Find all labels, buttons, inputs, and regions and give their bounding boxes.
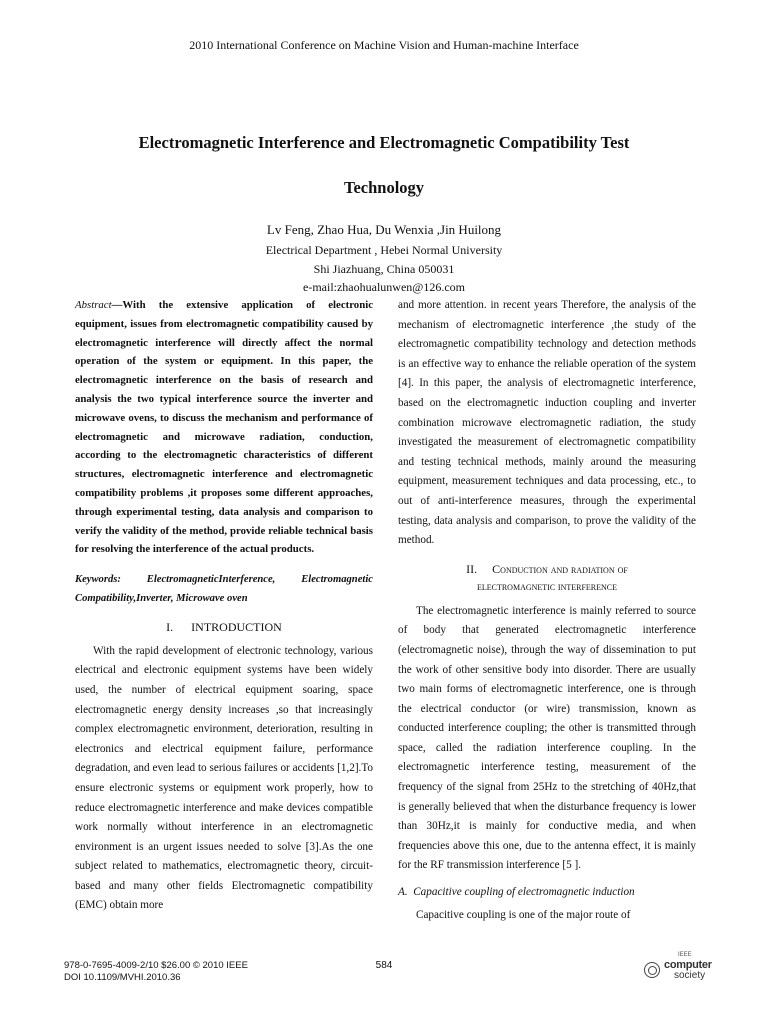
section-heading-line-2: electromagnetic interference [476, 580, 618, 593]
author-email: e-mail:zhaohualunwen@126.com [303, 280, 465, 294]
logo-word-society: society [674, 970, 706, 981]
footer-isbn: 978-0-7695-4009-2/10 $26.00 © 2010 IEEE [64, 960, 248, 971]
section-heading-conduction [398, 560, 696, 596]
conference-header: 2010 International Conference on Machine Vision and Human-machine Interface [189, 38, 579, 52]
logo-ieee-text: IEEE [678, 952, 692, 958]
capacitive-paragraph: Capacitive coupling is one of the major route of [416, 909, 631, 922]
left-column [75, 296, 373, 916]
conduction-paragraph: The electromagnetic interference is mainly referred to source of body that generated electromagnetic interference (electromagnetic noise), through the way of dissemination to put the work of other sensitive body into disorder. There are usually two main forms of electromagnetic interference, one is through the electrical conductor (or wire) transmission, known as conducted interference coupling; the other is transmitted through space, called the radiation interference coupling. In the electromagnetic interference testing, measurement of the frequency of the signal from 25Hz to the stretching of 40Hz,that is generally believed that when the disturbance frequency is lower than 30Hz,it is mainly for conductive media, and when frequencies above this one, due to the antenna effect, it is mainly for the RF transmission interference [5 ]. [398, 604, 696, 872]
affiliation-department: Electrical Department , Hebei Normal University [265, 243, 503, 257]
subsection-heading-capacitive: A. Capacitive coupling of electromagnetic induction [398, 886, 635, 899]
logo-word-computer: computer [664, 959, 712, 971]
paper-title [60, 120, 708, 210]
title-line-2: Technology [343, 178, 425, 197]
footer-doi: DOI 10.1109/MVHI.2010.36 [64, 972, 181, 983]
title-line-1: Electromagnetic Interference and Electromagnetic Compatibility Test [138, 133, 630, 152]
section-heading-introduction: I. INTRODUCTION [166, 619, 282, 634]
author-list: Lv Feng, Zhao Hua, Du Wenxia ,Jin Huilong [266, 222, 502, 237]
abstract-lead: Abstract [75, 299, 112, 311]
footer-publication-info [64, 960, 248, 984]
section-heading-line-1: II. Conduction and radiation of [466, 561, 628, 576]
keywords: Keywords: ElectromagneticInterference, Electromagnetic Compatibility,Inverter, Microwave oven [75, 574, 373, 604]
intro-continuation-paragraph: and more attention. in recent years Therefore, the analysis of the mechanism of electromagnetic interference ,the study of the electromagnetic compatibility technology and detection methods is an effective way to enhance the reliable operation of the system [4]. In this paper, the analysis of electromagnetic interference, based on the electromagnetic induction coupling and inverter combination microwave electromagnetic radiation, the study investigated the measurement of electromagnetic compatibility and testing technical methods, mainly around the measuring equipment, measurement techniques and data processing, etc., to out of anti-interference measures, through the experimental testing, data analysis and comparison, to prove the validity of the method. [398, 299, 696, 547]
ieee-computer-society-logo [640, 952, 720, 984]
abstract [75, 296, 373, 559]
affiliation-location: Shi Jiazhuang, China 050031 [313, 262, 455, 276]
introduction-paragraph: With the rapid development of electronic technology, various electrical and electronic equipment systems have been widely used, the number of electrical equipment soaring, space electromagnetic energy density increases ,so that increasingly complex electromagnetic environment, deterioration, resulting in electronics and electrical equipment failure, performance degradation, and even lead to serious failures or accidents [1,2].To ensure electronic systems or equipment work properly, how to reduce electromagnetic interference and make devices compatible work normally without interference in an electromagnetic environment is an urgent issues needed to solve [3].As the one subject related to mathematics, electromagnetic theory, circuit-based and many other fields Electromagnetic compatibility (EMC) obtain more [75, 644, 373, 912]
computer-society-emblem-icon [644, 962, 660, 978]
page-number: 584 [375, 960, 393, 971]
abstract-text: —With the extensive application of electronic equipment, issues from electromagnetic compatibility caused by electromagnetic interference will directly affect the normal operation of the system or equipment. In this paper, the electromagnetic interference on the basis of research and analysis the two typical interference source the inverter and microwave ovens, to discuss the mechanism and performance of electromagnetic and microwave radiation, conduction, according to the electromagnetic characteristics of different structures, electromagnetic interference and electromagnetic compatibility problems ,it proposes some different approaches, through experimental testing, data analysis and comparison to verify the validity of the method, provide reliable technical basis for resolving the interference of the actual products. [75, 299, 373, 556]
right-column [398, 296, 696, 926]
